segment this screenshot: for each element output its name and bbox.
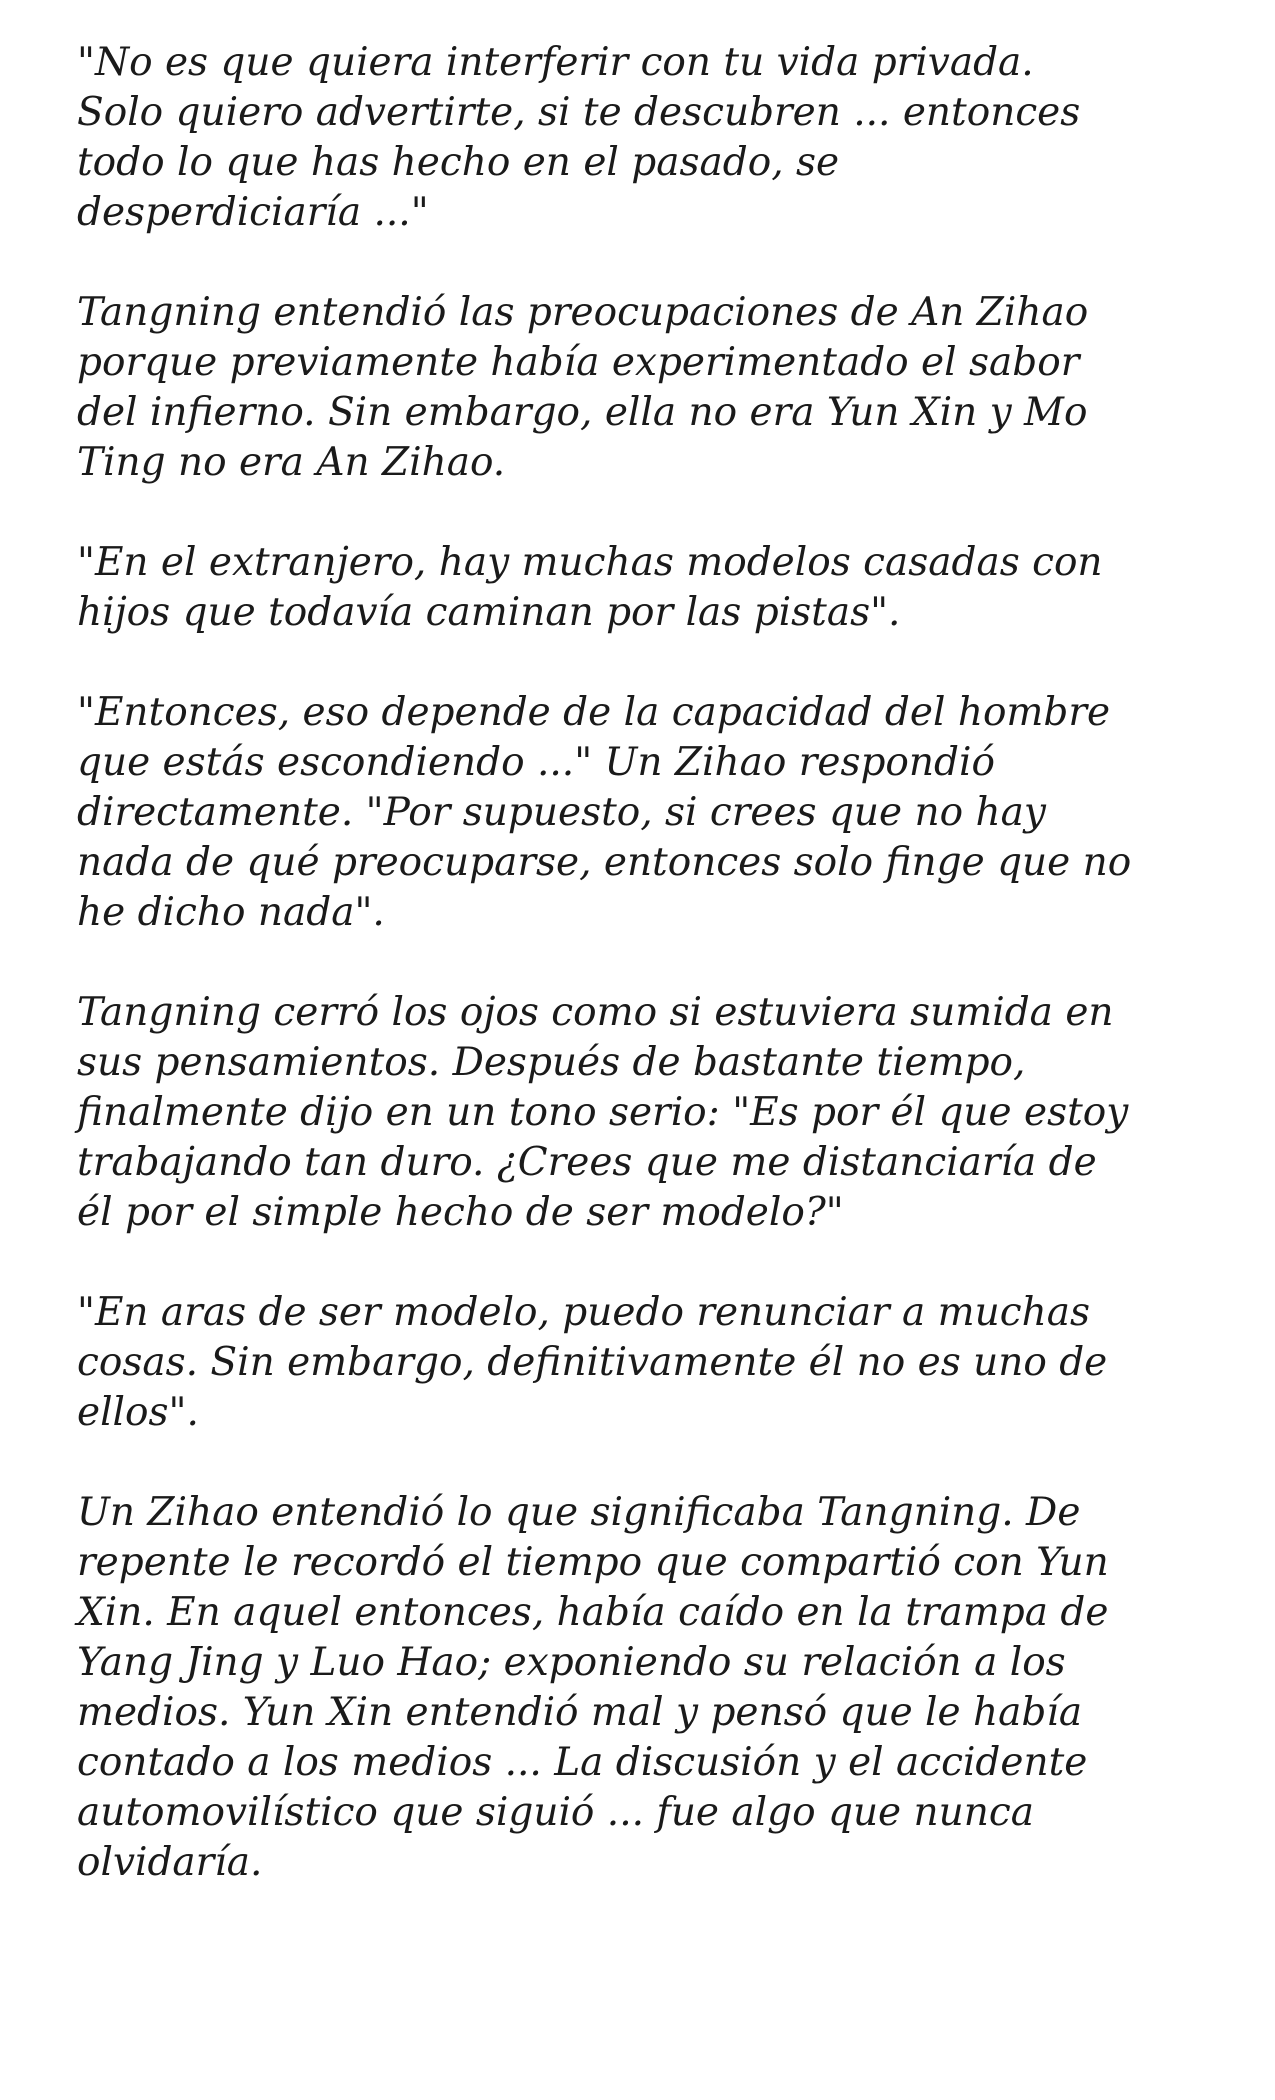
paragraph-6: "En aras de ser modelo, puedo renunciar a muchas cosas. Sin embargo, definitivamente él no es uno de ellos".: [77, 1290, 1108, 1435]
paragraph-2: Tangning entendió las preocupaciones de An Zihao porque previamente había experimentado el sabor del infierno. Sin embargo, ella no era Yun Xin y Mo Ting no era An Zihao.: [77, 290, 1089, 485]
paragraph-1: "No es que quiera interferir con tu vida privada. Solo quiero advertirte, si te descubren ... entonces todo lo que has hecho en el pasado, se desperdiciaría ...": [77, 40, 1081, 235]
paragraph-3: "En el extranjero, hay muchas modelos casadas con hijos que todavía caminan por las pistas".: [77, 540, 1103, 635]
document-page: [77, 38, 1207, 1938]
paragraph-5: Tangning cerró los ojos como si estuviera sumida en sus pensamientos. Después de bastante tiempo, finalmente dijo en un tono serio: "Es por él que estoy trabajando tan duro. ¿Crees que me distanciaría de él por el simple hecho de ser modelo?": [77, 990, 1129, 1235]
paragraph-7: Un Zihao entendió lo que significaba Tangning. De repente le recordó el tiempo que compartió con Yun Xin. En aquel entonces, había caído en la trampa de Yang Jing y Luo Hao; exponiendo su relación a los medios. Yun Xin entendió mal y pensó que le había contado a los medios ... La discusión y el accidente automovilístico que siguió ... fue algo que nunca olvidaría.: [77, 1490, 1109, 1885]
paragraph-4: "Entonces, eso depende de la capacidad del hombre que estás escondiendo ..." Un Zihao respondió directamente. "Por supuesto, si crees que no hay nada de qué preocuparse, entonces solo finge que no he dicho nada".: [77, 690, 1132, 935]
